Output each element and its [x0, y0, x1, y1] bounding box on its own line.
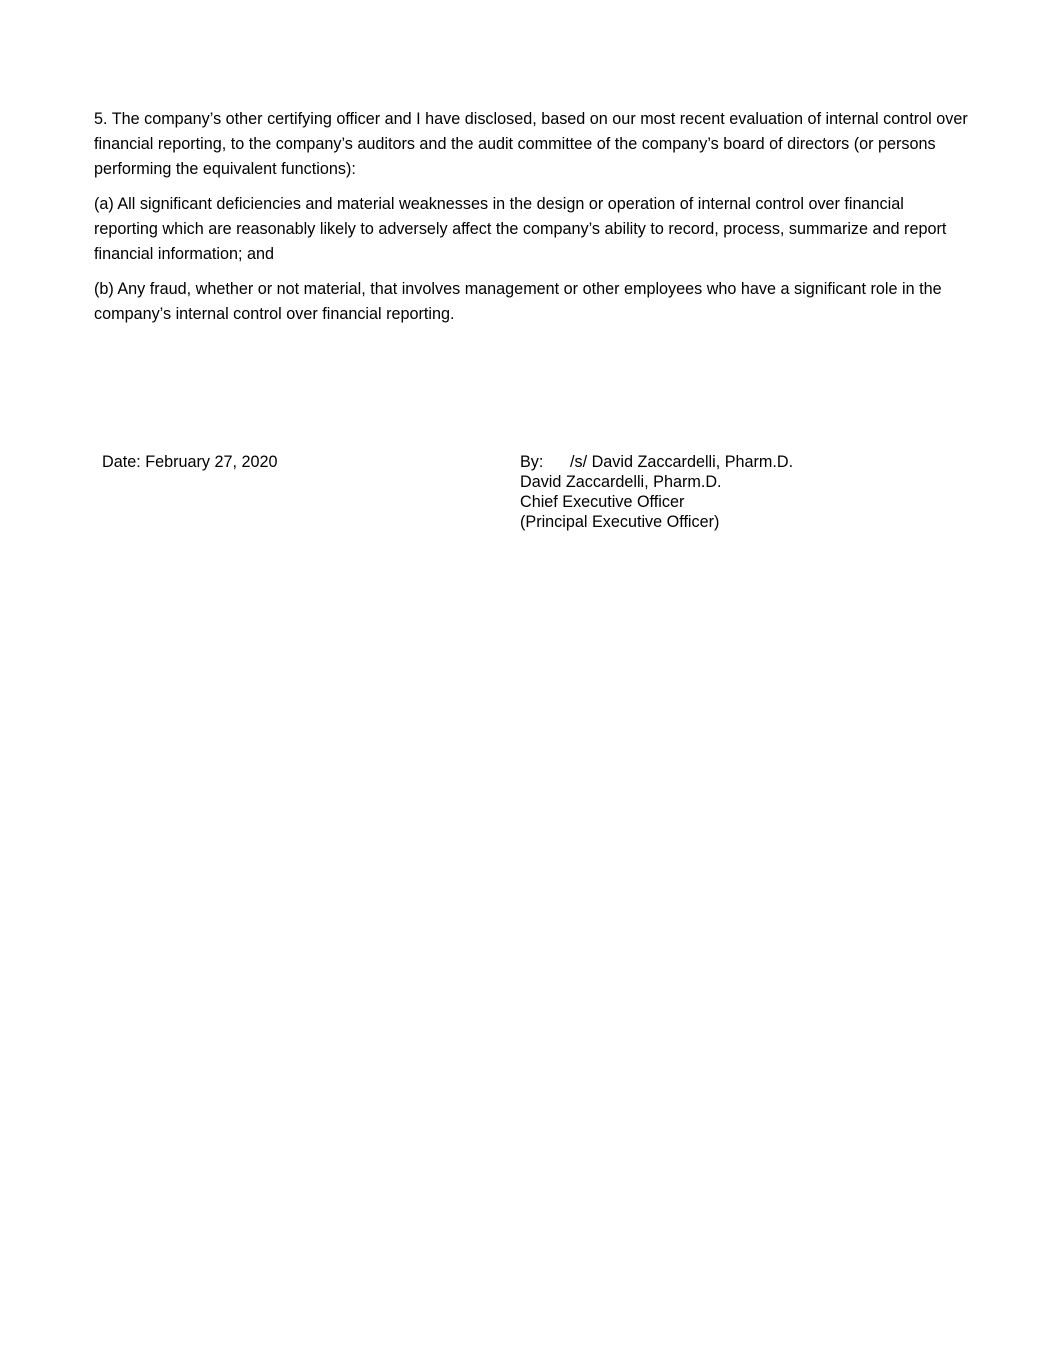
signer-name: David Zaccardelli, Pharm.D. — [520, 473, 722, 491]
paragraph-5: 5. The company’s other certifying officer and I have disclosed, based on our most recent evaluation of internal control over financial reporting, to the company’s auditors and the audit committee of the company’s board of directors (or persons performing the equivalent functions): — [94, 110, 968, 178]
signed-name: /s/ David Zaccardelli, Pharm.D. — [570, 453, 794, 471]
signer-title: Chief Executive Officer — [520, 493, 685, 511]
by-label: By: — [520, 453, 544, 471]
signature-block — [520, 452, 793, 532]
paragraph-b: (b) Any fraud, whether or not material, that involves management or other employees who have a significant role in the company’s internal control over financial reporting. — [94, 280, 942, 323]
signer-role: (Principal Executive Officer) — [520, 513, 720, 531]
signed-line — [520, 452, 793, 472]
paragraph-a: (a) All significant deficiencies and material weaknesses in the design or operation of internal control over financial reporting which are reasonably likely to adversely affect the company’s ability to record, process, summarize and report financial information; and — [94, 195, 947, 263]
signature-date: Date: February 27, 2020 — [102, 453, 278, 471]
